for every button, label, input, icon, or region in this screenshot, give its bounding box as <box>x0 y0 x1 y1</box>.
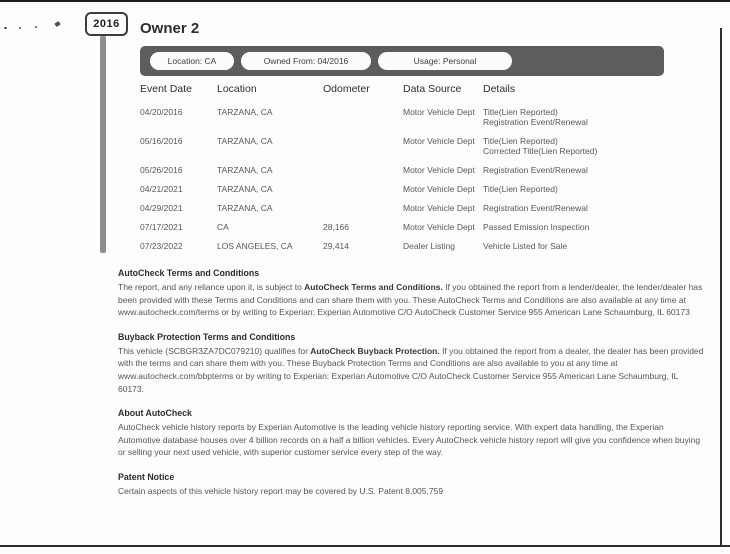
body-text: Certain aspects of this vehicle history report may be covered by U.S. Patent 8,005,759 <box>118 485 444 496</box>
patent-notice-heading: Patent Notice <box>118 471 175 482</box>
details-line: Registration Event/Renewal <box>483 165 588 175</box>
table-row <box>140 203 666 213</box>
usage-pill: Usage: Personal <box>378 52 512 70</box>
patent-notice-section <box>118 472 706 498</box>
table-row <box>140 136 666 156</box>
terms-conditions-heading: AutoCheck Terms and Conditions <box>118 268 260 278</box>
body-text: This vehicle (SCBGR3ZA7DC079210) qualifies for <box>118 345 311 356</box>
terms-conditions-body <box>118 281 706 319</box>
patent-notice-body <box>118 485 706 498</box>
cell-event-date: 04/29/2021 <box>140 203 183 213</box>
details-line: Title(Lien Reported) <box>483 107 558 117</box>
cell-data-source: Motor Vehicle Dept <box>403 184 475 194</box>
cell-odometer <box>323 203 403 213</box>
about-autocheck-body <box>118 421 706 459</box>
cell-event-date: 05/16/2016 <box>140 136 183 146</box>
cell-event-date: 07/23/2022 <box>140 241 183 251</box>
cell-odometer: 28,166 <box>323 222 349 232</box>
cell-odometer <box>323 136 403 156</box>
page-border-right <box>720 28 722 547</box>
cell-event-date: 05/26/2016 <box>140 165 183 175</box>
page-border-bottom <box>0 545 730 547</box>
buyback-protection-heading: Buyback Protection Terms and Conditions <box>118 331 296 342</box>
cell-event-date: 07/17/2021 <box>140 222 183 232</box>
cell-data-source: Motor Vehicle Dept <box>403 165 475 175</box>
owned-from-pill: Owned From: 04/2016 <box>241 52 371 70</box>
cell-details <box>483 107 666 127</box>
owner-section-title: Owner 2 <box>140 20 200 37</box>
details-line: Registration Event/Renewal <box>483 117 588 127</box>
table-header-row <box>140 83 666 95</box>
cell-details <box>483 165 666 175</box>
col-header-details: Details <box>483 83 516 95</box>
cell-odometer <box>323 184 403 194</box>
body-text: AutoCheck vehicle history reports by Experian Automotive is the leading vehicle history reporting service. With expert data handling, the Experian Automotive database houses over 4 billion records on a half a billion vehicles. Every AutoCheck vehicle history report will give you confidence when buying or selling your next used vehicle, with superior customer service every step of the way. <box>118 422 701 458</box>
cell-data-source: Motor Vehicle Dept <box>403 136 475 146</box>
scan-speck <box>4 27 7 29</box>
table-row <box>140 165 666 175</box>
cell-details <box>483 203 666 213</box>
cell-location: TARZANA, CA <box>217 203 273 213</box>
cell-location: CA <box>217 222 229 232</box>
scan-speck <box>35 26 37 28</box>
cell-data-source: Motor Vehicle Dept <box>403 107 475 117</box>
timeline-year-label: 2016 <box>93 18 120 30</box>
owner-summary-bar <box>140 46 664 76</box>
details-line: Registration Event/Renewal <box>483 203 588 213</box>
details-line: Vehicle Listed for Sale <box>483 241 568 251</box>
cell-location: TARZANA, CA <box>217 136 273 146</box>
col-header-odometer: Odometer <box>323 83 370 95</box>
table-row <box>140 241 666 251</box>
cell-location: LOS ANGELES, CA <box>217 241 293 251</box>
body-text: The report, and any reliance upon it, is subject to <box>118 282 305 292</box>
report-footer <box>118 268 706 511</box>
body-text-bold: AutoCheck Terms and Conditions. <box>304 282 443 292</box>
col-header-data-source: Data Source <box>403 83 462 95</box>
col-header-event-date: Event Date <box>140 83 192 95</box>
timeline-year-badge <box>85 12 128 36</box>
cell-details <box>483 241 666 251</box>
cell-location: TARZANA, CA <box>217 184 273 194</box>
scan-speck <box>19 27 21 29</box>
cell-data-source: Motor Vehicle Dept <box>403 222 475 232</box>
scan-speck <box>54 21 60 27</box>
cell-odometer: 29,414 <box>323 241 349 251</box>
table-row <box>140 222 666 232</box>
body-text: If you obtained the report from a dealer, the dealer has been provided with the terms and can share them with you. These Buyback Protection Terms and Conditions are also available to you at any time at www.autocheck.com/bbpterms or by writing to Experian: Experian Automotive C/O AutoCheck Customer Service 955 American Lane Schaumburg, IL 60173. <box>118 345 704 394</box>
cell-data-source: Motor Vehicle Dept <box>403 203 475 213</box>
cell-event-date: 04/21/2021 <box>140 184 183 194</box>
cell-location: TARZANA, CA <box>217 107 273 117</box>
details-line: Corrected Title(Lien Reported) <box>483 146 598 156</box>
body-text: If you obtained the report from a lender/dealer, the lender/dealer has been provided with these Terms and Conditions and can share them with you. These AutoCheck Terms and Conditions are also available at any time at www.autocheck.com/terms or by writing to Experian: Experian Automotive C/O AutoCheck Customer Service 955 American Lane Schaumburg, IL 60173 <box>118 282 703 318</box>
col-header-location: Location <box>217 83 257 95</box>
cell-odometer <box>323 107 403 127</box>
buyback-protection-body <box>118 345 706 395</box>
table-row <box>140 184 666 194</box>
about-autocheck-section <box>118 408 706 459</box>
about-autocheck-heading: About AutoCheck <box>118 408 192 419</box>
body-text-bold: AutoCheck Buyback Protection. <box>310 345 440 356</box>
timeline-bar <box>100 36 106 253</box>
buyback-protection-section <box>118 332 706 395</box>
history-table <box>140 83 666 260</box>
cell-odometer <box>323 165 403 175</box>
terms-conditions-section <box>118 268 706 319</box>
table-row <box>140 107 666 127</box>
cell-details <box>483 184 666 194</box>
page-border-top <box>0 0 730 2</box>
cell-data-source: Dealer Listing <box>403 241 455 251</box>
cell-details <box>483 136 666 156</box>
details-line: Passed Emission Inspection <box>483 222 590 232</box>
details-line: Title(Lien Reported) <box>483 184 558 194</box>
location-pill: Location: CA <box>150 52 234 70</box>
details-line: Title(Lien Reported) <box>483 136 558 146</box>
cell-details <box>483 222 666 232</box>
cell-location: TARZANA, CA <box>217 165 273 175</box>
cell-event-date: 04/20/2016 <box>140 107 183 117</box>
